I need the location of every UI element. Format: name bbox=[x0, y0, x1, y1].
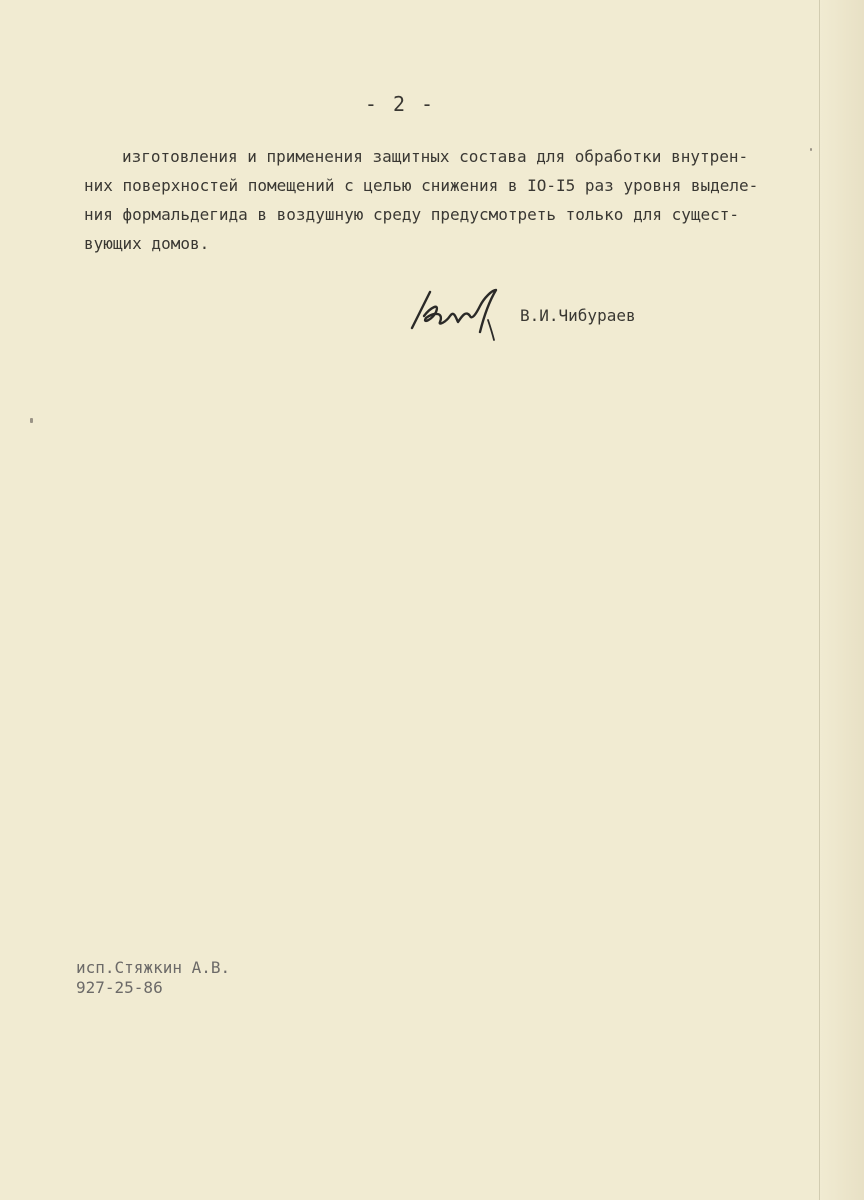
body-paragraph bbox=[84, 142, 804, 258]
handwritten-signature bbox=[400, 276, 510, 346]
signature-block bbox=[400, 276, 720, 346]
paper-edge-shadow bbox=[820, 0, 864, 1200]
page-number: - 2 - bbox=[364, 92, 436, 116]
executor-info bbox=[76, 958, 230, 998]
signer-name: В.И.Чибураев bbox=[520, 306, 636, 325]
body-line: изготовления и применения защитных состава для обработки внутрен- bbox=[122, 147, 749, 166]
body-line: ния формальдегида в воздушную среду предусмотреть только для сущест- bbox=[84, 205, 740, 224]
body-line: них поверхностей помещений с целью снижения в IO-I5 раз уровня выделе- bbox=[84, 176, 759, 195]
paper-fold-line bbox=[819, 0, 820, 1200]
executor-name: исп.Стяжкин А.В. bbox=[76, 958, 231, 977]
executor-phone: 927-25-86 bbox=[76, 978, 163, 997]
paper-speck bbox=[810, 148, 812, 151]
body-line: вующих домов. bbox=[84, 234, 210, 253]
paper-speck bbox=[30, 418, 33, 423]
